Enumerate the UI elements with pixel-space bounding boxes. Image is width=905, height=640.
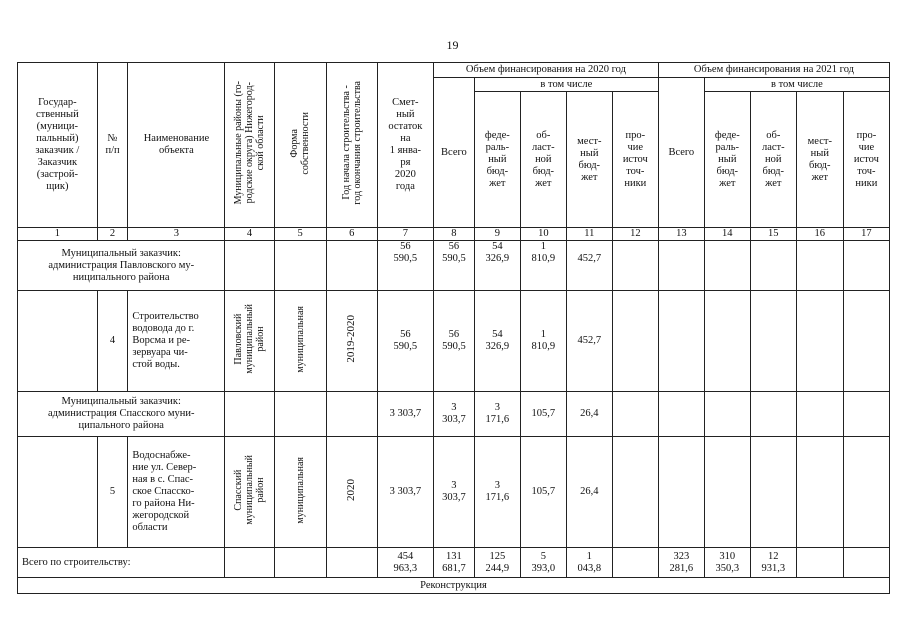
header-including-2020: в том числе (474, 78, 658, 92)
total-regional-2020: 5 393,0 (520, 548, 566, 578)
header-local-2020: мест- ный бюд- жет (566, 92, 612, 228)
regional-2020-cell: 105,7 (520, 437, 566, 548)
object-years: 2020 (326, 437, 377, 548)
column-number: 13 (658, 228, 704, 241)
column-numbers-row (18, 228, 890, 241)
header-ownership: Форма собственности (274, 63, 326, 228)
column-number: 10 (520, 228, 566, 241)
total-regional-2021: 12 931,3 (750, 548, 796, 578)
header-other-2021: про- чие источ точ- ники (843, 92, 889, 228)
object-ownership: муниципальная (274, 437, 326, 548)
local-2020-cell: 26,4 (566, 392, 612, 437)
header-including-2021: в том числе (704, 78, 889, 92)
object-row (18, 437, 890, 548)
balance-cell: 56 590,5 (377, 241, 433, 291)
header-regional-2020: об- ласт- ной бюд- жет (520, 92, 566, 228)
object-district: Павловский муниципальный район (225, 291, 274, 392)
header-num: № п/п (97, 63, 128, 228)
column-number: 12 (612, 228, 658, 241)
object-number: 4 (97, 291, 128, 392)
total-local-2020: 1 043,8 (566, 548, 612, 578)
header-regional-2021: об- ласт- ной бюд- жет (750, 92, 796, 228)
object-name: Строительство водовода до г. Ворсма и ре- зервуара чи- стой воды. (128, 291, 225, 392)
balance-cell: 56 590,5 (377, 291, 433, 392)
section-row (18, 578, 890, 594)
customer-row (18, 392, 890, 437)
object-ownership: муниципальная (274, 291, 326, 392)
total-2020-cell: 3 303,7 (433, 392, 474, 437)
column-number: 7 (377, 228, 433, 241)
object-name: Водоснабже- ние ул. Север- ная в с. Спас- ское Спасско- го района Ни- жегородской области (128, 437, 225, 548)
page-number: 19 (446, 38, 459, 52)
header-fin-2021: Объем финансирования на 2021 год (658, 63, 889, 78)
header-customer: Государ- ственный (муници- пальный) заказчик / Заказчик (застрой- щик) (18, 63, 98, 228)
customer-row (18, 241, 890, 291)
federal-2020-cell: 3 171,6 (474, 392, 520, 437)
object-number: 5 (97, 437, 128, 548)
column-number: 4 (225, 228, 274, 241)
column-number: 8 (433, 228, 474, 241)
balance-cell: 3 303,7 (377, 437, 433, 548)
column-number: 1 (18, 228, 98, 241)
totals-label: Всего по строительству: (18, 548, 225, 578)
header-balance: Смет- ный остаток на 1 янва- ря 2020 года (377, 63, 433, 228)
column-number: 14 (704, 228, 750, 241)
header-name: Наименование объекта (128, 63, 225, 228)
column-number: 5 (274, 228, 326, 241)
total-federal-2021: 310 350,3 (704, 548, 750, 578)
balance-cell: 3 303,7 (377, 392, 433, 437)
object-district: Спасский муниципальный район (225, 437, 274, 548)
header-fin-2020: Объем финансирования на 2020 год (433, 63, 658, 78)
customer-name: Муниципальный заказчик: администрация Спасского муни- ципального района (18, 392, 225, 437)
federal-2020-cell: 54 326,9 (474, 291, 520, 392)
column-number: 9 (474, 228, 520, 241)
column-number: 16 (796, 228, 843, 241)
header-federal-2020: феде- раль- ный бюд- жет (474, 92, 520, 228)
total-2021: 323 281,6 (658, 548, 704, 578)
section-title: Реконструкция (18, 578, 890, 594)
header-other-2020: про- чие источ точ- ники (612, 92, 658, 228)
column-number: 17 (843, 228, 889, 241)
federal-2020-cell: 3 171,6 (474, 437, 520, 548)
local-2020-cell: 452,7 (566, 291, 612, 392)
customer-name: Муниципальный заказчик: администрация Павловского му- ниципального района (18, 241, 225, 291)
regional-2020-cell: 1 810,9 (520, 241, 566, 291)
regional-2020-cell: 105,7 (520, 392, 566, 437)
column-number: 2 (97, 228, 128, 241)
header-total-2020: Всего (433, 78, 474, 228)
header-districts: Муниципальные районы (го- родские округа) Нижегород- ской области (225, 63, 274, 228)
total-2020-cell: 3 303,7 (433, 437, 474, 548)
total-balance: 454 963,3 (377, 548, 433, 578)
federal-2020-cell: 54 326,9 (474, 241, 520, 291)
header-years: Год начала строительства - год окончания строительства (326, 63, 377, 228)
object-years: 2019-2020 (326, 291, 377, 392)
total-2020: 131 681,7 (433, 548, 474, 578)
total-2020-cell: 56 590,5 (433, 241, 474, 291)
local-2020-cell: 452,7 (566, 241, 612, 291)
local-2020-cell: 26,4 (566, 437, 612, 548)
column-number: 3 (128, 228, 225, 241)
column-number: 11 (566, 228, 612, 241)
total-2020-cell: 56 590,5 (433, 291, 474, 392)
regional-2020-cell: 1 810,9 (520, 291, 566, 392)
financing-table (17, 62, 890, 594)
header-federal-2021: феде- раль- ный бюд- жет (704, 92, 750, 228)
total-federal-2020: 125 244,9 (474, 548, 520, 578)
header-local-2021: мест- ный бюд- жет (796, 92, 843, 228)
object-row (18, 291, 890, 392)
totals-row (18, 548, 890, 578)
header-total-2021: Всего (658, 78, 704, 228)
column-number: 6 (326, 228, 377, 241)
column-number: 15 (750, 228, 796, 241)
